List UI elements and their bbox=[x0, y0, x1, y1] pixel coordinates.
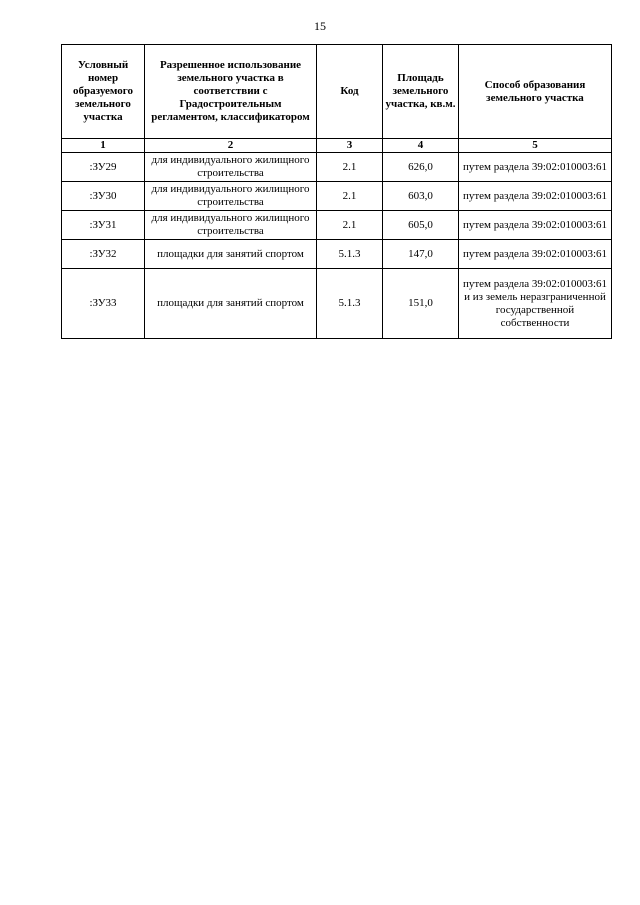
land-plots-table bbox=[61, 44, 612, 339]
column-number: 5 bbox=[459, 139, 612, 153]
column-number: 1 bbox=[62, 139, 145, 153]
column-number: 3 bbox=[317, 139, 383, 153]
plot-number-cell: :ЗУ31 bbox=[62, 211, 145, 240]
table-row bbox=[62, 240, 612, 269]
plot-number-cell: :ЗУ32 bbox=[62, 240, 145, 269]
header-area: Площадь земельного участка, кв.м. bbox=[383, 45, 459, 139]
area-cell: 603,0 bbox=[383, 182, 459, 211]
plot-number-cell: :ЗУ33 bbox=[62, 269, 145, 339]
table-row bbox=[62, 211, 612, 240]
page-number: 15 bbox=[314, 19, 326, 33]
code-cell: 5.1.3 bbox=[317, 269, 383, 339]
permitted-use-cell: для индивидуального жилищного строительства bbox=[145, 153, 317, 182]
permitted-use-cell: площадки для занятий спортом bbox=[145, 269, 317, 339]
header-formation-method: Способ образования земельного участка bbox=[459, 45, 612, 139]
table-row bbox=[62, 182, 612, 211]
plot-number-cell: :ЗУ29 bbox=[62, 153, 145, 182]
plot-number-cell: :ЗУ30 bbox=[62, 182, 145, 211]
header-permitted-use: Разрешенное использование земельного участка в соответствии с Градостроительным регламентом, классификатором bbox=[145, 45, 317, 139]
code-cell: 5.1.3 bbox=[317, 240, 383, 269]
header-code: Код bbox=[317, 45, 383, 139]
formation-method-cell: путем раздела 39:02:010003:61 bbox=[459, 211, 612, 240]
column-number: 2 bbox=[145, 139, 317, 153]
area-cell: 151,0 bbox=[383, 269, 459, 339]
formation-method-cell: путем раздела 39:02:010003:61 bbox=[459, 240, 612, 269]
code-cell: 2.1 bbox=[317, 182, 383, 211]
table-row bbox=[62, 153, 612, 182]
code-cell: 2.1 bbox=[317, 211, 383, 240]
formation-method-cell: путем раздела 39:02:010003:61 bbox=[459, 153, 612, 182]
column-number: 4 bbox=[383, 139, 459, 153]
formation-method-cell: путем раздела 39:02:010003:61 и из земель неразграниченной государственной собственности bbox=[459, 269, 612, 339]
permitted-use-cell: площадки для занятий спортом bbox=[145, 240, 317, 269]
table-header-row bbox=[62, 45, 612, 139]
column-number-row bbox=[62, 139, 612, 153]
header-plot-number: Условный номер образуемого земельного участка bbox=[62, 45, 145, 139]
permitted-use-cell: для индивидуального жилищного строительства bbox=[145, 182, 317, 211]
code-cell: 2.1 bbox=[317, 153, 383, 182]
table-row bbox=[62, 269, 612, 339]
formation-method-cell: путем раздела 39:02:010003:61 bbox=[459, 182, 612, 211]
area-cell: 605,0 bbox=[383, 211, 459, 240]
area-cell: 147,0 bbox=[383, 240, 459, 269]
permitted-use-cell: для индивидуального жилищного строительства bbox=[145, 211, 317, 240]
area-cell: 626,0 bbox=[383, 153, 459, 182]
